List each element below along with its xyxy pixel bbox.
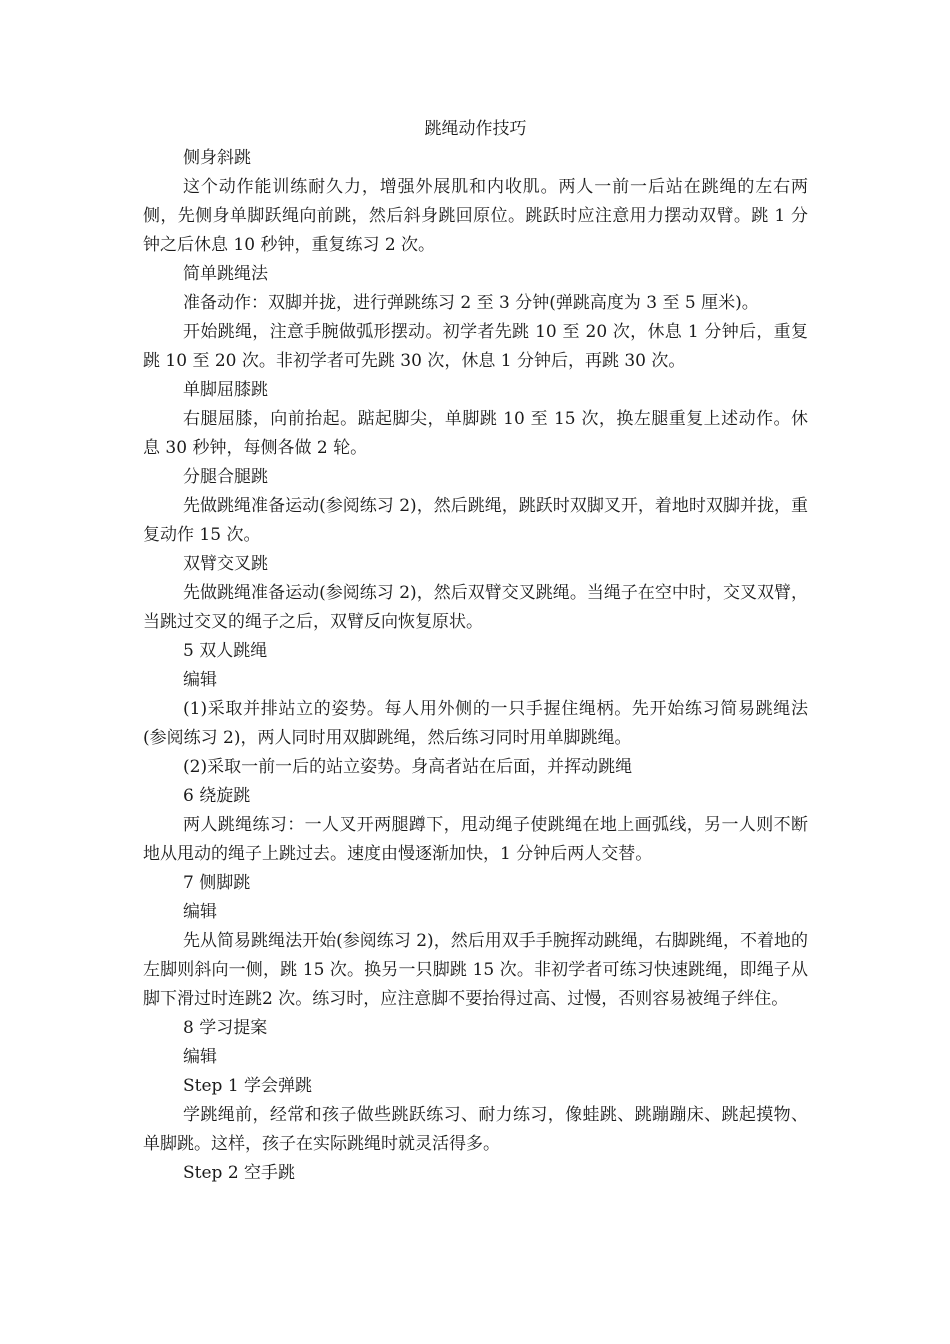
section-heading: 6 绕旋跳 (183, 786, 251, 806)
body-paragraph: 先做跳绳准备运动(参阅练习 2)，然后双臂交叉跳绳。当绳子在空中时，交叉双臂，当跳过交叉的绳子之后，双臂反向恢复原状。 (143, 583, 808, 632)
edit-label: 编辑 (183, 670, 217, 690)
body-paragraph: 准备动作：双脚并拢，进行弹跳练习 2 至 3 分钟(弹跳高度为 3 至 5 厘米)。 (183, 293, 759, 313)
body-paragraph: 先做跳绳准备运动(参阅练习 2)，然后跳绳，跳跃时双脚叉开，着地时双脚并拢，重复动作 15 次。 (143, 496, 808, 545)
section-heading: 分腿合腿跳 (183, 467, 268, 487)
section-heading: 单脚屈膝跳 (183, 380, 268, 400)
edit-label: 编辑 (183, 902, 217, 922)
step-heading: Step 1 学会弹跳 (183, 1076, 313, 1096)
document-page (143, 115, 808, 1188)
step-heading: Step 2 空手跳 (183, 1163, 296, 1183)
body-paragraph: 开始跳绳，注意手腕做弧形摆动。初学者先跳 10 至 20 次，休息 1 分钟后，重复跳 10 至 20 次。非初学者可先跳 30 次，休息 1 分钟后，再跳 30 次。 (143, 322, 808, 371)
body-paragraph: 学跳绳前，经常和孩子做些跳跃练习、耐力练习，像蛙跳、跳蹦蹦床、跳起摸物、单脚跳。这样，孩子在实际跳绳时就灵活得多。 (143, 1105, 808, 1154)
body-paragraph: 右腿屈膝，向前抬起。踮起脚尖，单脚跳 10 至 15 次，换左腿重复上述动作。休息 30 秒钟，每侧各做 2 轮。 (143, 409, 808, 458)
section-heading: 8 学习提案 (183, 1018, 268, 1038)
section-heading: 简单跳绳法 (183, 264, 268, 284)
document-title: 跳绳动作技巧 (424, 119, 527, 139)
section-heading: 侧身斜跳 (183, 148, 251, 168)
body-paragraph: 先从简易跳绳法开始(参阅练习 2)，然后用双手手腕挥动跳绳，右脚跳绳，不着地的左脚则斜向一侧，跳 15 次。换另一只脚跳 15 次。非初学者可练习快速跳绳，即绳子从脚下滑过时连跳2 次。练习时，应注意脚不要抬得过高、过慢，否则容易被绳子绊住。 (143, 931, 808, 1009)
body-paragraph: (1)采取并排站立的姿势。每人用外侧的一只手握住绳柄。先开始练习简易跳绳法(参阅练习 2)，两人同时用双脚跳绳，然后练习同时用单脚跳绳。 (143, 699, 808, 748)
section-heading: 7 侧脚跳 (183, 873, 251, 893)
body-paragraph: (2)采取一前一后的站立姿势。身高者站在后面，并挥动跳绳 (183, 757, 633, 777)
section-heading: 双臂交叉跳 (183, 554, 268, 574)
edit-label: 编辑 (183, 1047, 217, 1067)
body-paragraph: 两人跳绳练习：一人叉开两腿蹲下，甩动绳子使跳绳在地上画弧线，另一人则不断地从甩动的绳子上跳过去。速度由慢逐渐加快，1 分钟后两人交替。 (143, 815, 808, 864)
section-heading: 5 双人跳绳 (183, 641, 268, 661)
body-paragraph: 这个动作能训练耐久力，增强外展肌和内收肌。两人一前一后站在跳绳的左右两侧，先侧身单脚跃绳向前跳，然后斜身跳回原位。跳跃时应注意用力摆动双臂。跳 1 分钟之后休息 10 秒钟，重复练习 2 次。 (143, 177, 808, 255)
